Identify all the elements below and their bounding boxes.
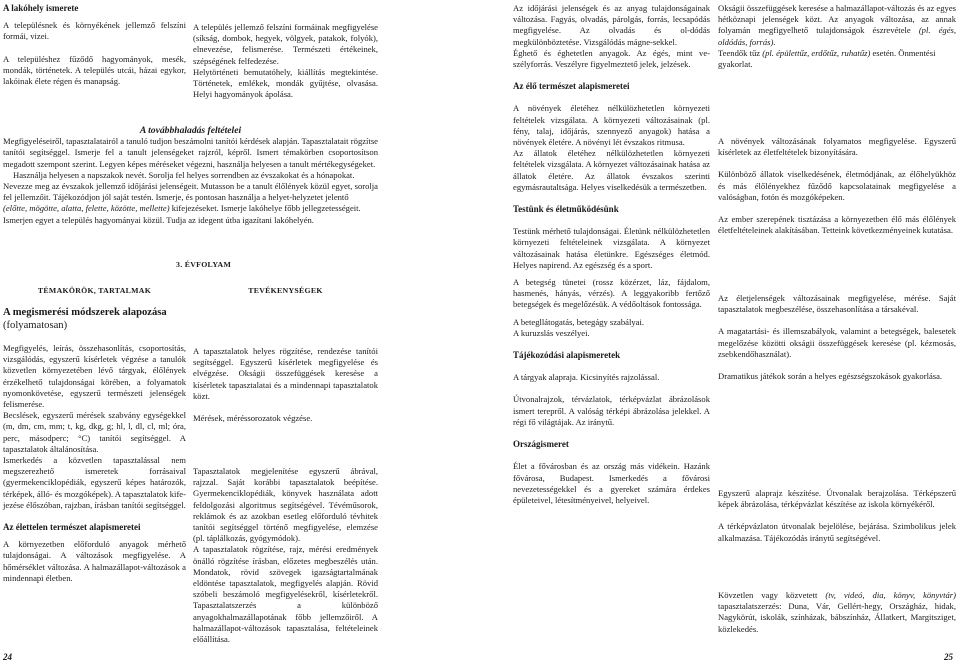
paragraph: Mérések, méréssorozatok végzése. xyxy=(193,413,313,424)
right-col2-country xyxy=(718,590,956,635)
right-col2 xyxy=(718,3,956,70)
paragraph: Megfigyelés, leírás, összehasonlítás, csoportosítás, vizsgálódás, egyszerű kísérletek végzése a tanulók közvetlen környezetében lévő tárgyak, élőlények érzékelhető tulajdonságai körében, a folyamatok nyomonkövetése, egyszerű természeti jelenségek felismerése. xyxy=(3,343,186,410)
topic-heading: Az élő természet alapismeretei xyxy=(513,81,630,92)
right-col2-body xyxy=(718,293,956,382)
right-col1 xyxy=(513,3,710,506)
section-heading: A lakóhely ismerete xyxy=(3,3,79,13)
topic-heading: Testünk és életműködésünk xyxy=(513,204,619,215)
paragraph: A településnek és környékének jellemző felszíni formái, vizei. xyxy=(3,20,186,42)
text-run: Kövzetlen vagy közvetett xyxy=(718,590,826,600)
paragraph: Éghető és éghetetlen anyagok. Az égés, mint ve-szélyforrás. Veszélyre figyelmeztető jelek, jelzések. xyxy=(513,47,710,70)
paragraph: A betegllátogatás, betegágy szabályai. xyxy=(513,316,645,327)
paragraph: A tárgyak alapraja. Kicsinyítés rajzolással. xyxy=(513,372,660,383)
text-run: tapasztalatszerzés: Duna, Vár, Gellért-hegy, Országház, hidak, Nagykörút, iskolák, színházak, bábszínház, Állatkert, Margitsziget, közlekedés. xyxy=(718,601,956,634)
paragraph: A betegség tünetei (rossz közérzet, láz, fájdalom, hasmenés, hányás, vérzés). A leggyakoribb fertőző betegségek és megelőzésük. A védőoltások fontossága. xyxy=(513,277,710,310)
paragraph: Egyszerű alaprajz készítése. Útvonalak berajzolása. Térképszerű képek ábrázolása, térképvázlat készítése az iskola környékéről. xyxy=(718,488,956,510)
paragraph: Helytörténeti bemutatóhely, kiállítás megtekintése. Történetek, emlékek, mondák gyűjtése, olvasása. Helyi hagyományok ápolása. xyxy=(193,66,378,100)
paragraph: Az ember szerepének tisztázása a környezetben élő más élőlények életfeltételeinek alakításában. Tetteink következményeinek kutatása. xyxy=(718,214,956,236)
conditions-parenthetical: (előtte, mögötte, alatta, felette, közötte, mellette) xyxy=(3,203,170,214)
paragraph: Az állatok életéhez nélkülözhetetlen környezeti feltételek vizsgálata. A környezet változásainak hatása az állatok életére. Az állatok évszakos szerinti egymásrautaltsága. Helyes viselkedésük a természetben. xyxy=(513,148,710,192)
paragraph: Dramatikus játékok során a helyes egészségszokások gyakorlása. xyxy=(718,371,943,382)
paragraph: Becslések, egyszerű mérések szabvány egységekkel (m, dm, cm, mm; t, kg, dkg, g; hl, l, dl, cl, ml; óra, perc, másodperc; °C) tanítói segítséggel. A tapasztalatok általánosítása. xyxy=(3,410,186,454)
conditions-text-rest: kifejezéseket. Ismerje lakóhelye főbb jellegzetességeit. xyxy=(169,203,361,214)
paragraph xyxy=(718,48,956,70)
conditions-text xyxy=(3,203,378,214)
topic-heading: A megismerési módszerek alapozása xyxy=(3,307,167,318)
paragraph: A növények változásának folyamatos megfigyelése. Egyszerű kísérletek az életfeltételek bizonyítására. xyxy=(718,136,956,158)
paragraph: A kuruzslás veszélyei. xyxy=(513,327,590,338)
paragraph: A növények életéhez nélkülözhetetlen környezeti feltételek vizsgálata. A környezeti változásainak (pl. fény, talaj, időjárás, szennyező anyagok) hatása a növények életére. A növényi lét évszakos ritmusa. xyxy=(513,103,710,148)
page-number-right: 25 xyxy=(944,652,953,662)
paragraph: Tapasztalatok megjelenítése egyszerű ábrával, rajzzal. Saját korábbi tapasztalatok beépítése. Gyermekenciklopédiák, könyvek használata adott feldolgozási algoritmus segítségével. Tévéműsorok, reklámok és az azokban esetleg előforduló tévhitek tanítói segítséggel történő megfigyelése, elemzése (pl. táplálkozás, gyógymódok). xyxy=(193,466,378,544)
year-heading xyxy=(176,259,256,270)
activities-column xyxy=(193,346,378,424)
paragraph: Az életjelenségek változásainak megfigyelése, mérése. Saját tapasztalatok megbeszélése, összehasonlítása a társakéval. xyxy=(718,293,956,315)
paragraph: A tapasztalatok helyes rögzítése, rendezése tanítói segítséggel. Egyszerű kísérletek megfigyelése és elvégzése. Okságii összefüggések keresése a kísérletek tapasztalatai és a mindennapi tapasztalatok közt. xyxy=(193,346,378,401)
topics-header-text: TÉMAKÖRÖK, TARTALMAK xyxy=(37,286,152,295)
paragraph: Útvonalrajzok, térvázlatok, térképvázlat ábrázolások ismert terepről. A valóság térképi ábrázolása jelekkel. A régi fő világtájak. Az iránytű. xyxy=(513,394,710,427)
paragraph: Különböző állatok viselkedésének, életmódjának, az élőhelyükhöz és más élőlényekhez fűződő kapcsolatainak megfigyelése a valóságban, fotón és mozgóképeken. xyxy=(718,169,956,202)
continuation-conditions xyxy=(3,125,378,226)
paragraph: A környezetben előforduló anyagok mérhető tulajdonságai. A változások megfigyelése. A hőmérséklet változása. A halmazállapot-változások a mindennapi életben. xyxy=(3,539,186,583)
topic-heading: Országismeret xyxy=(513,439,569,450)
right-col2-orientation xyxy=(718,488,956,544)
text-run: Okságii összefüggések keresése a halmazállapot-változás és az egyes hétköznapi jelenségek közt. Az anyagok változása, az annak folyamán megfigyelhető tulajdonságok észrevétele xyxy=(718,3,956,36)
activities-column-lower xyxy=(193,466,378,645)
local-area-topic-block xyxy=(3,3,186,87)
topic-heading: Az élettelen természet alapismeretei xyxy=(3,522,141,533)
paragraph: A tapasztalatok rögzítése, rajz, mérési eredmények önálló rögzítése írásban, előzetes megbeszélés után. Mondatok, rövid szövegek igazságtartalmának eldöntése tapasztalatok, megfigyelés alapján. Rövid szóbeli beszámoló megfigyelésekről, kísérletekről. Tapasztalatszerzés a különböző anyagokhalmazállapotának főbb jellemzőiről. A halmazállapot-változások tapasztalása, feltételeinek előállítása. xyxy=(193,544,378,645)
paragraph: Ismerkedés a közvetlen tapasztalással nem megszerezhető ismeretek forrásaival (gyermekenciklopédiák, egyszerű képes határozók, térképek, álló- és mozgóképek). A tapasztalatok kife-jezése élőszóban, rajzban, írásban tanítói segítséggel. xyxy=(3,455,186,510)
conditions-text: Megfigyeléseiről, tapasztalatairól a tanuló tudjon beszámolni tanítói kérdések alapján. Tapasztalatait rögzítse tanítói segítséggel. Ismerje fel a tanult jelenségeket rajzról, képről. Ismert témakörben csoportosítson megadott szempont szerint. Legyen képes méréseket végezni, használja helyesen a tanult mértékegységeket. xyxy=(3,136,378,169)
conditions-text: Ismerjen egyet a település hagyományai közül. Tudja az idegent útba igazítani lakóhelyén. xyxy=(3,214,314,225)
local-area-activities-block xyxy=(193,22,378,100)
paragraph: A térképvázlaton útvonalak bejelölése, bejárása. Szimbolikus jelek alkalmazása. Tájékozódás iránytű segítségével. xyxy=(718,521,956,543)
paragraph: A településhez fűződő hagyományok, mesék, mondák, történetek. A település utcái, házai egykor, lakóinak élete régen és manapság. xyxy=(3,53,186,87)
conditions-text: Nevezze meg az évszakok jellemző időjárási jelenségeit. Mutasson be a tanult élőlények közül egyet, sorolja fel jellemzőit. Tájékozódjon jól saját testén. Ismerje, és pontosan használja a helyet-helyzetet jelentő xyxy=(3,181,378,203)
topics-column xyxy=(3,306,186,584)
conditions-heading: A továbbhaladás feltételei xyxy=(139,125,242,136)
activities-column-header xyxy=(193,285,378,296)
paragraph: A magatartási- és illemszabályok, valamint a betegségek, balesetek megelőzése közötti okságii összefüggések keresése (pl. kézmosás, zsebkendőhasználat). xyxy=(718,326,956,359)
text-run: Teendők tűz xyxy=(718,47,763,58)
topic-subheading: (folyamatosan) xyxy=(3,320,68,331)
paragraph: Az időjárási jelenségek és az anyag tulajdonságainak változása. Fagyás, olvadás, párolgás, forrás, lecsapódás megfigyelése. Az olvadás és ol-dódás megkülönböztetése. Vizsgálódás mágne-sekkel. xyxy=(513,3,710,47)
text-run: esetén. Önmentési gyakorlat. xyxy=(718,47,936,70)
topics-column-header xyxy=(3,285,186,296)
page-number-left: 24 xyxy=(3,652,12,662)
italic-run: (pl. épülettűz, erdőtűz, ruhatűz) xyxy=(762,47,871,58)
right-col2-living xyxy=(718,136,956,236)
paragraph xyxy=(718,3,956,48)
paragraph xyxy=(718,590,956,635)
italic-run: (tv, videó, dia, könyv, könyvtár) xyxy=(825,590,957,600)
paragraph: Testünk mérhető tulajdonságai. Életünk nélkülözhetetlen környezeti feltételeinek vizsgálata. A környezet változásainak hatása életünkre. Egészséges életmód. Helyes napirend. Az egészség és a sport. xyxy=(513,226,710,270)
conditions-text: Használja helyesen a napszakok nevét. Sorolja fel helyes sorrendben az évszakokat és a hónapokat. xyxy=(13,169,355,180)
paragraph: Élet a fővárosban és az ország más vidékein. Hazánk fővárosa, Budapest. Ismerkedés a fővárosi nevezetességekkel és a gyereket számára érdekes épületeivel, létesítményeivel, helyeivel. xyxy=(513,461,710,505)
topic-heading: Tájékozódási alapismeretek xyxy=(513,350,621,361)
paragraph: A település jellemző felszíni formáinak megfigyelése (síkság, dombok, hegyek, völgyek, patakok, folyók), elnevezése, felismerése. Természeti értékeinek, szépségének felfedezése. xyxy=(193,22,378,66)
year-heading-text: 3. ÉVFOLYAM xyxy=(176,260,232,269)
italic-run: (pl. égés, oldódás, forrás). xyxy=(718,25,957,47)
activities-header-text: TEVÉKENYSÉGEK xyxy=(248,286,323,295)
